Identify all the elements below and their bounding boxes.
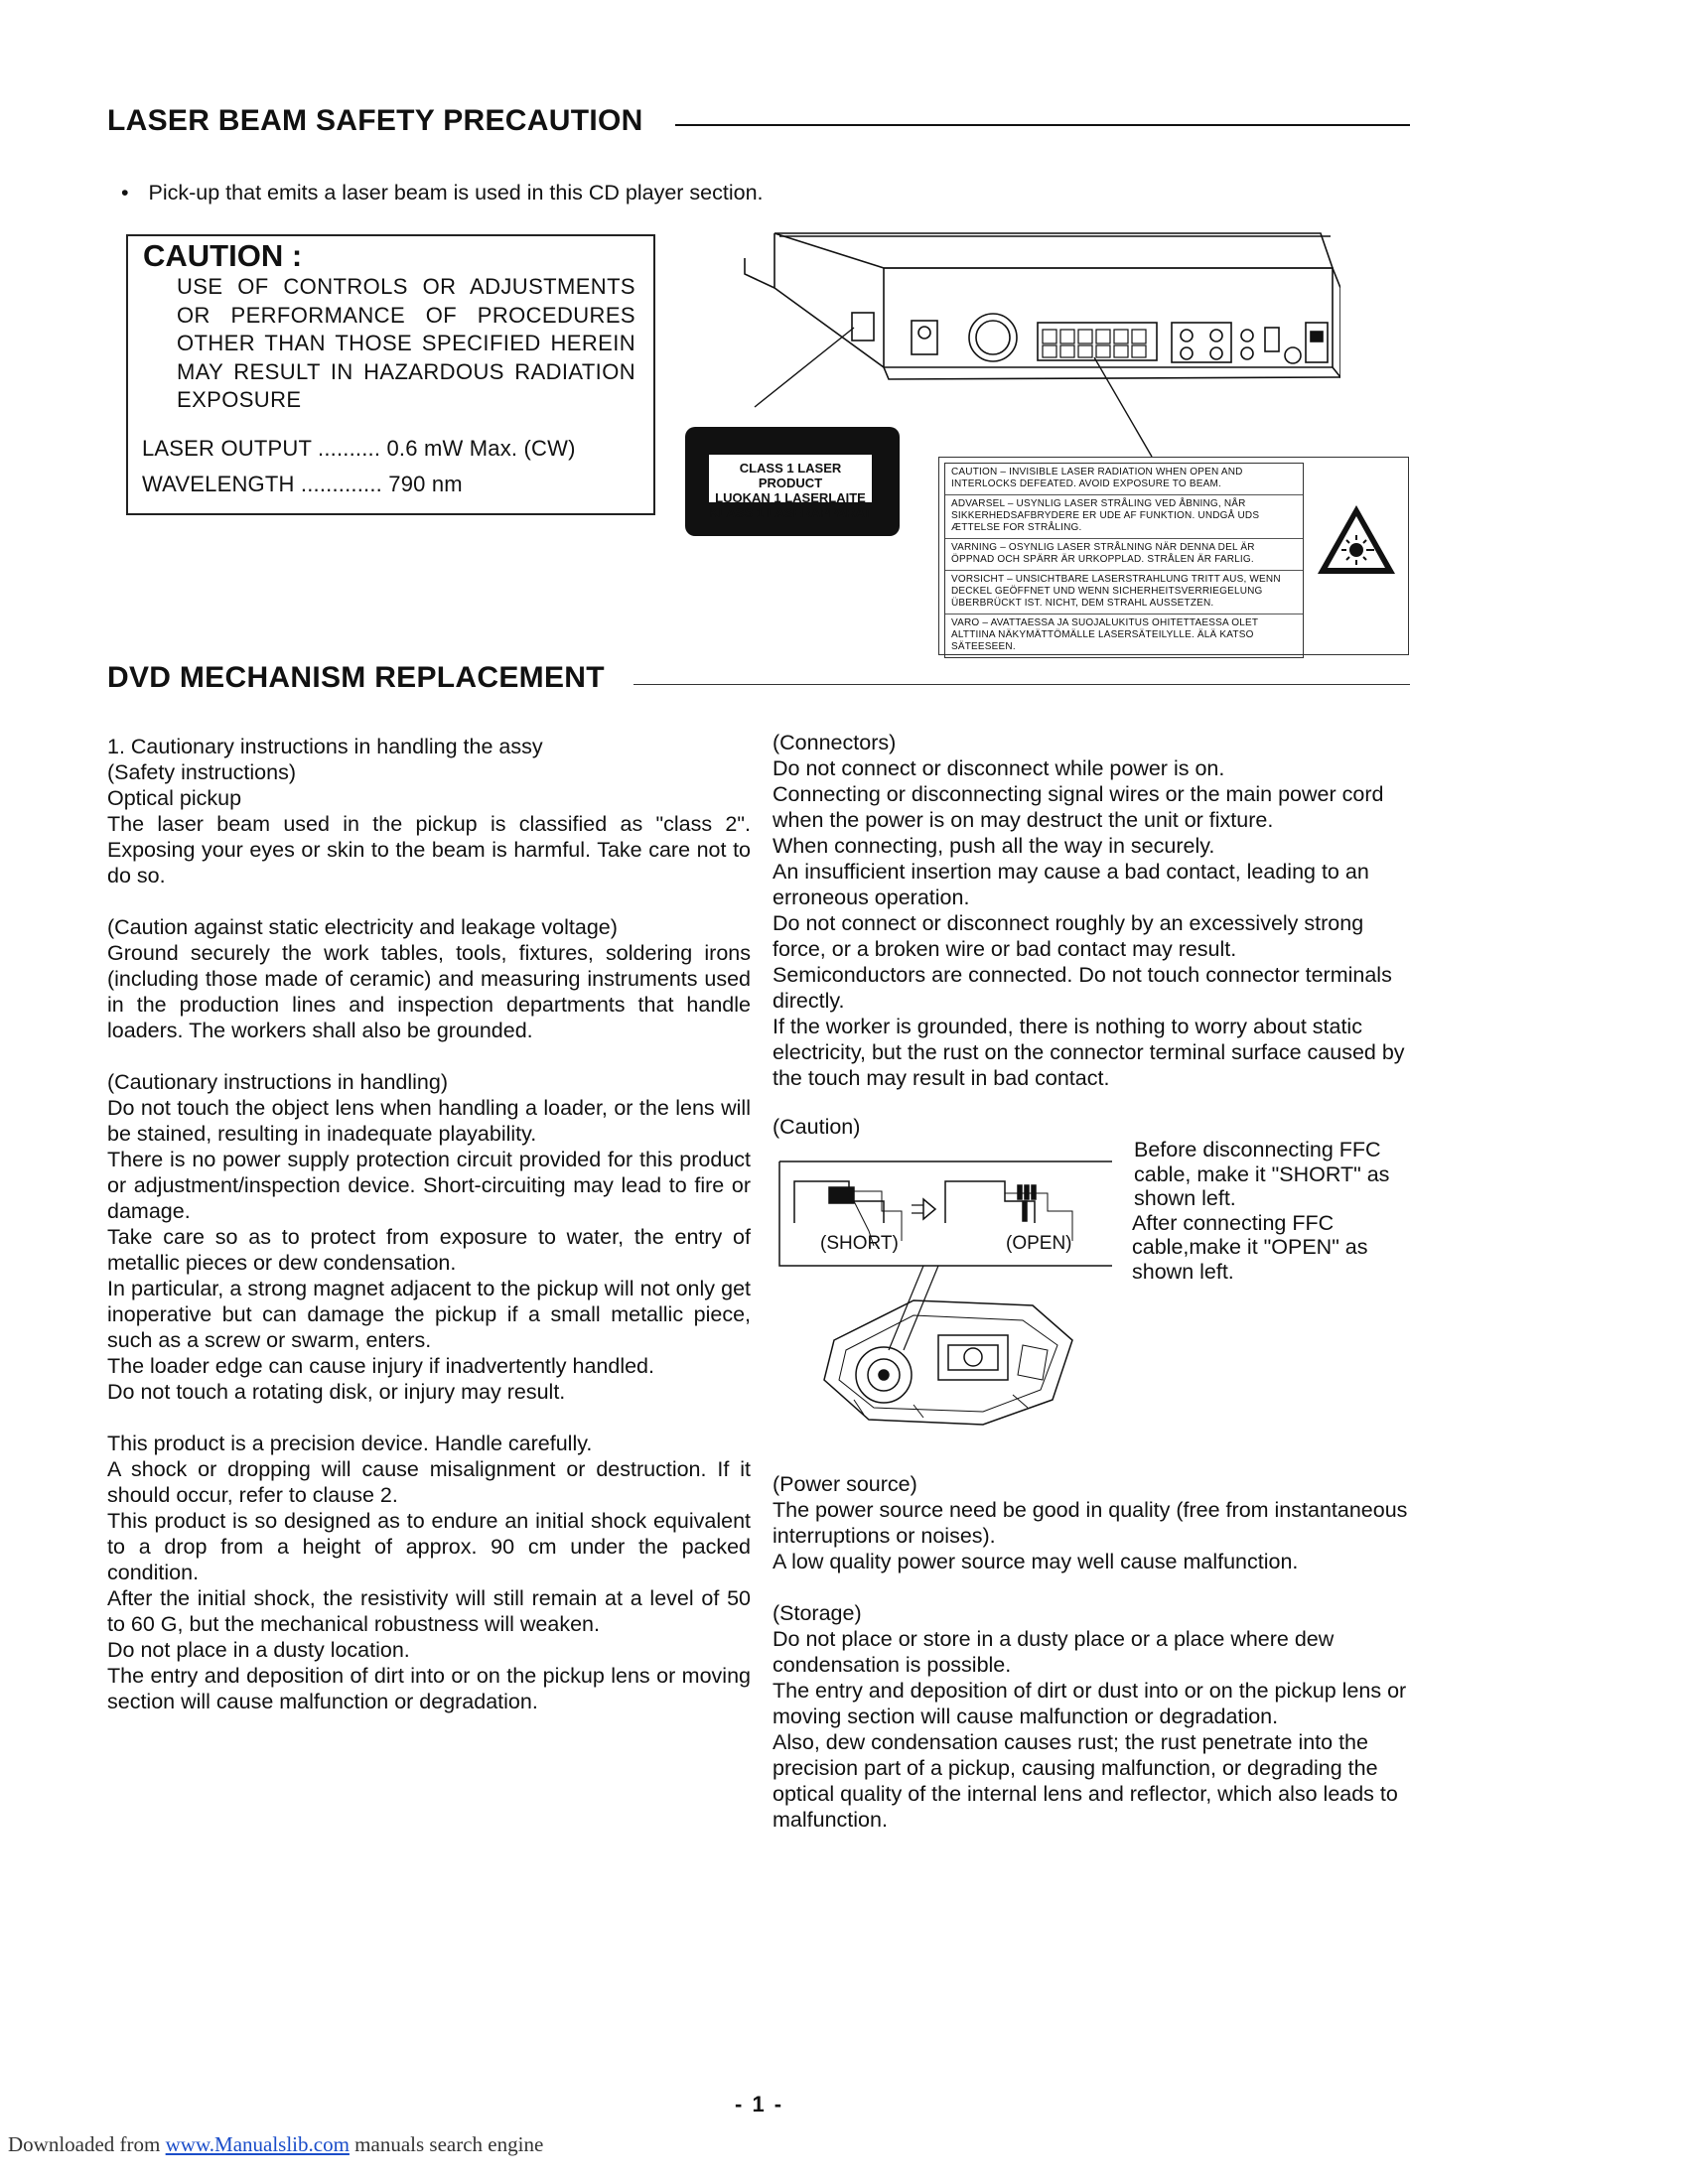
class-label-line: CLASS 1 LASER PRODUCT — [739, 461, 842, 490]
paragraph: Also, dew condensation causes rust; the rust penetrate into the precision part of a pickup, causing malfunction, or degrading the optical quality of the internal lens and reflector, which also leads to malfunction. — [773, 1730, 1398, 1832]
bullet-dot: • — [121, 181, 129, 205]
class-label-text — [707, 453, 874, 520]
warning-label-panel — [938, 457, 1409, 655]
warning-row: CAUTION – INVISIBLE LASER RADIATION WHEN OPEN AND INTERLOCKS DEFEATED. AVOID EXPOSURE TO BEAM. — [945, 464, 1303, 495]
warning-row: VARNING – OSYNLIG LASER STRÅLNING NÄR DENNA DEL ÄR ÖPPNAD OCH SPÄRR ÄR URKOPPLAD. STRÅLEN ÄR FARLIG. — [945, 539, 1303, 571]
warning-row: VORSICHT – UNSICHTBARE LASERSTRAHLUNG TRITT AUS, WENN DECKEL GEÖFFNET UND WENN SICHERHEITSVERRIEGELUNG ÜBERBRÜCKT IST. NICHT, DEM STRAHL AUSSETZEN. — [945, 571, 1303, 614]
warning-row: ADVARSEL – USYNLIG LASER STRÅLING VED ÅBNING, NÅR SIKKERHEDSAFBRYDERE ER UDE AF FUNKTION. UNDGÅ UDS ÆTTELSE FOR STRÅLING. — [945, 495, 1303, 539]
caution-box — [126, 234, 655, 515]
power-block — [773, 1471, 1410, 1574]
paragraph: After the initial shock, the resistivity will still remain at a level of 50 to 60 G, but the mechanical robustness will weaken. — [107, 1586, 751, 1636]
paragraph: There is no power supply protection circuit provided for this product or adjustment/inspection device. Short-circuiting may lead to fire or damage. — [107, 1148, 751, 1223]
storage-block — [773, 1600, 1410, 1833]
class-1-laser-label — [685, 427, 900, 536]
caution-line: MAY RESULT IN HAZARDOUS RADIATION — [177, 358, 635, 384]
dvd-section-title: DVD MECHANISM REPLACEMENT — [107, 661, 605, 694]
paragraph: Semiconductors are connected. Do not touch connector terminals directly. — [773, 963, 1392, 1013]
caution-line: OTHER THAN THOSE SPECIFIED HEREIN — [177, 331, 635, 355]
laser-hazard-icon — [1315, 502, 1398, 578]
title-rule — [633, 684, 1410, 685]
paragraph: The laser beam used in the pickup is classified as "class 2". Exposing your eyes or skin to the beam is harmful. Take care not to do so. — [107, 812, 751, 887]
paragraph: A shock or dropping will cause misalignment or destruction. If it should occur, refer to clause 2. — [107, 1457, 751, 1507]
paragraph: (Power source) — [773, 1472, 917, 1496]
paragraph: This product is so designed as to endure an initial shock equivalent to a drop from a height of approx. 90 cm under the packed condition. — [107, 1509, 751, 1584]
paragraph: In particular, a strong magnet adjacent to the pickup will not only get inoperative but can damage the pickup if a small metallic piece, such as a screw or swarm, enters. — [107, 1277, 751, 1352]
paragraph: The loader edge can cause injury if inadvertently handled. — [107, 1354, 654, 1378]
short-label: (SHORT) — [820, 1233, 899, 1254]
paragraph: (Cautionary instructions in handling) — [107, 1070, 448, 1094]
caution-line: USE OF CONTROLS OR ADJUSTMENTS — [177, 274, 635, 299]
ffc-cable-illustration — [774, 1152, 1112, 1439]
bullet-text: Pick-up that emits a laser beam is used in this CD player section. — [148, 181, 764, 205]
class-label-line: LUOKAN 1 LASERLAITE — [715, 490, 866, 505]
paragraph: (Connectors) — [773, 731, 897, 754]
caution-heading: CAUTION : — [143, 238, 303, 273]
paragraph: A low quality power source may well cause malfunction. — [773, 1550, 1299, 1573]
paragraph: Do not connect or disconnect while power is on. — [773, 756, 1225, 780]
caution-text — [177, 273, 635, 415]
paragraph: Connecting or disconnecting signal wires or the main power cord when the power is on may destruct the unit or fixture. — [773, 782, 1384, 832]
paragraph: (Caution against static electricity and leakage voltage) — [107, 915, 618, 939]
ffc-note: Before disconnecting FFC cable, make it "SHORT" as shown left. — [1134, 1138, 1390, 1210]
paragraph: Ground securely the work tables, tools, fixtures, soldering irons (including those made of ceramic) and measuring instruments used in the production lines and inspection departments that handle loaders. The workers shall also be grounded. — [107, 941, 751, 1042]
paragraph: Do not place in a dusty location. — [107, 1638, 410, 1662]
paragraph: An insufficient insertion may cause a bad contact, leading to an erroneous operation. — [773, 860, 1369, 909]
manualslib-link[interactable]: www.Manualslib.com — [165, 2132, 350, 2156]
paragraph: If the worker is grounded, there is nothing to worry about static electricity, but the rust on the connector terminal surface caused by the touch may result in bad contact. — [773, 1015, 1405, 1090]
caution-subheading: (Caution) — [773, 1115, 861, 1139]
ffc-note: After connecting FFC cable,make it "OPEN" as shown left. — [1132, 1210, 1368, 1284]
title-rule — [675, 124, 1410, 126]
wavelength-spec: WAVELENGTH ............. 790 nm — [142, 472, 463, 496]
bullet-item — [121, 180, 764, 205]
paragraph: Do not touch the object lens when handling a loader, or the lens will be stained, resulting in inadequate playability. — [107, 1096, 751, 1146]
paragraph: Take care so as to protect from exposure to water, the entry of metallic pieces or dew condensation. — [107, 1225, 751, 1275]
paragraph: When connecting, push all the way in securely. — [773, 834, 1215, 858]
page-number: - 1 - — [735, 2092, 784, 2116]
paragraph: Optical pickup — [107, 786, 242, 810]
laser-section-title: LASER BEAM SAFETY PRECAUTION — [107, 104, 643, 137]
paragraph: (Storage) — [773, 1601, 862, 1625]
left-column — [107, 734, 751, 1714]
paragraph: 1. Cautionary instructions in handling the assy — [107, 735, 543, 758]
ffc-notes — [1134, 1138, 1422, 1284]
open-label: (OPEN) — [1006, 1233, 1072, 1254]
warning-text-table — [944, 463, 1304, 658]
footer-prefix: Downloaded from — [8, 2132, 166, 2156]
paragraph: The power source need be good in quality (free from instantaneous interruptions or noises). — [773, 1498, 1408, 1548]
footer-suffix: manuals search engine — [349, 2132, 544, 2156]
paragraph: Do not connect or disconnect roughly by an excessively strong force, or a broken wire or bad contact may result. — [773, 911, 1364, 961]
connectors-block — [773, 730, 1410, 1091]
class-label-line: KLASS 1 LASERAPPARAT — [709, 505, 872, 520]
paragraph: The entry and deposition of dirt into or on the pickup lens or moving section will cause malfunction or degradation. — [107, 1664, 751, 1713]
paragraph: The entry and deposition of dirt or dust into or on the pickup lens or moving section will cause malfunction or degradation. — [773, 1679, 1407, 1728]
caution-line: OR PERFORMANCE OF PROCEDURES — [177, 302, 635, 328]
laser-output-spec: LASER OUTPUT .......... 0.6 mW Max. (CW) — [142, 436, 576, 461]
caution-line: EXPOSURE — [177, 387, 302, 412]
paragraph: This product is a precision device. Handle carefully. — [107, 1432, 593, 1455]
download-footer — [8, 2132, 543, 2157]
paragraph: Do not touch a rotating disk, or injury may result. — [107, 1380, 566, 1404]
paragraph: Do not place or store in a dusty place or a place where dew condensation is possible. — [773, 1627, 1335, 1677]
warning-row: VARO – AVATTAESSA JA SUOJALUKITUS OHITETTAESSA OLET ALTTIINA NÄKYMÄTTÖMÄLLE LASERSÄTEILYLLE. ÄLÄ KATSO SÄTEESEEN. — [951, 617, 1258, 652]
paragraph: (Safety instructions) — [107, 760, 296, 784]
